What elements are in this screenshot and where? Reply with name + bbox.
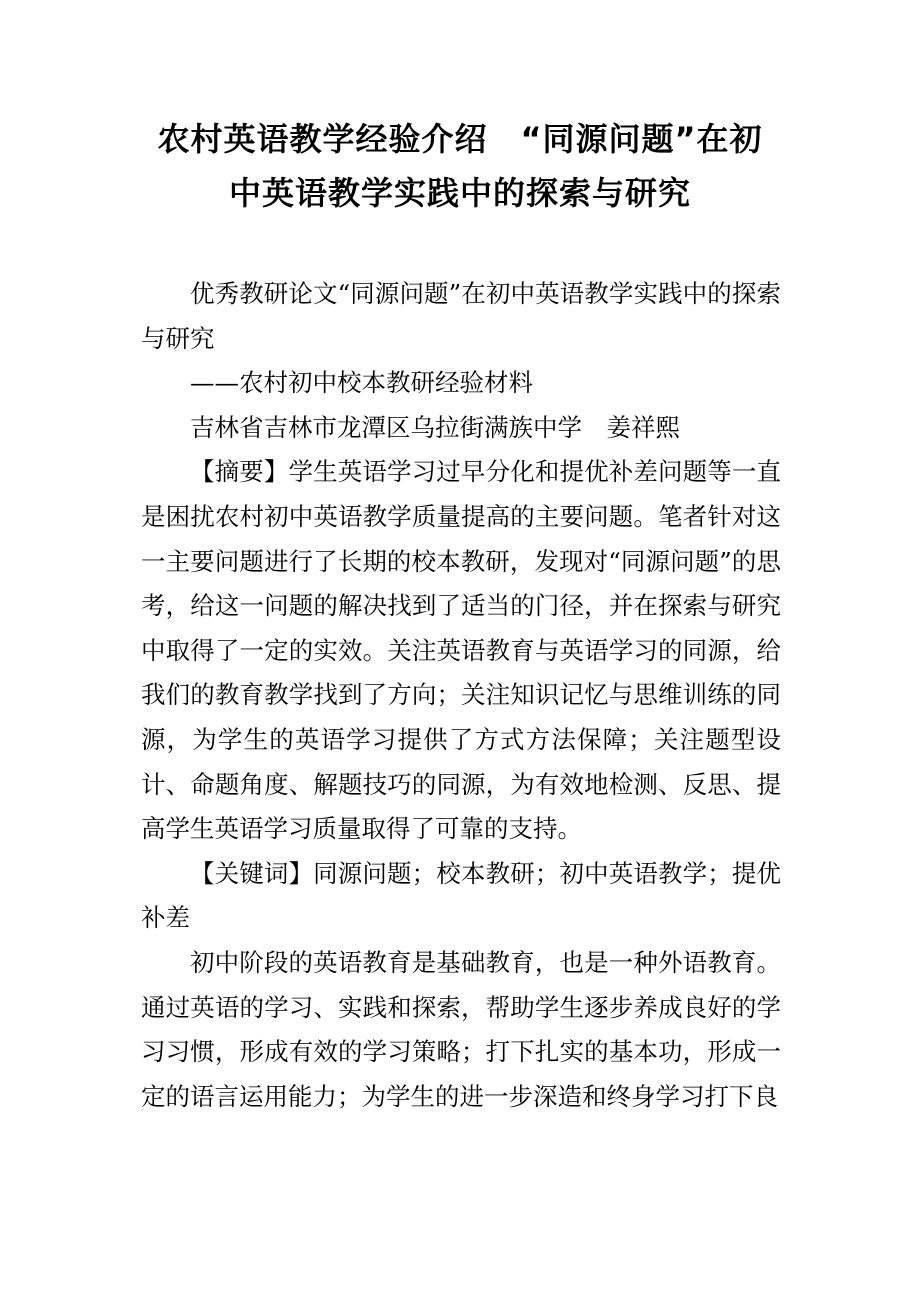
document-body [141,272,781,1119]
subtitle-tagline: ——农村初中校本教研经验材料 [190,368,533,398]
title-line-1: 农村英语教学经验介绍 “同源问题”在初 [157,120,763,158]
document-title [130,112,790,220]
subtitle-heading: 优秀教研论文“同源问题”在初中英语教学实践中的探索与研究 [141,279,781,353]
title-line-2: 中英语教学实践中的探索与研究 [228,174,691,212]
author-line: 吉林省吉林市龙潭区乌拉街满族中学 姜祥熙 [190,412,680,442]
abstract-paragraph: 【摘要】学生英语学习过早分化和提优补差问题等一直是困扰农村初中英语教学质量提高的主要问题。笔者针对这一主要问题进行了长期的校本教研，发现对“同源问题”的思考，给这一问题的解决找到了适当的门径，并在探索与研究中取得了一定的实效。关注英语教育与英语学习的同源，给我们的教育教学找到了方向；关注知识记忆与思维训练的同源，为学生的英语学习提供了方式方法保障；关注题型设计、命题角度、解题技巧的同源，为有效地检测、反思、提高学生英语学习质量取得了可靠的支持。 [141,457,781,844]
keywords-paragraph: 【关键词】同源问题；校本教研；初中英语教学；提优补差 [141,858,781,933]
body-paragraph: 初中阶段的英语教育是基础教育，也是一种外语教育。通过英语的学习、实践和探索，帮助学生逐步养成良好的学习习惯，形成有效的学习策略；打下扎实的基本功，形成一定的语言运用能力；为学生的进一步深造和终身学习打下良 [141,947,781,1111]
